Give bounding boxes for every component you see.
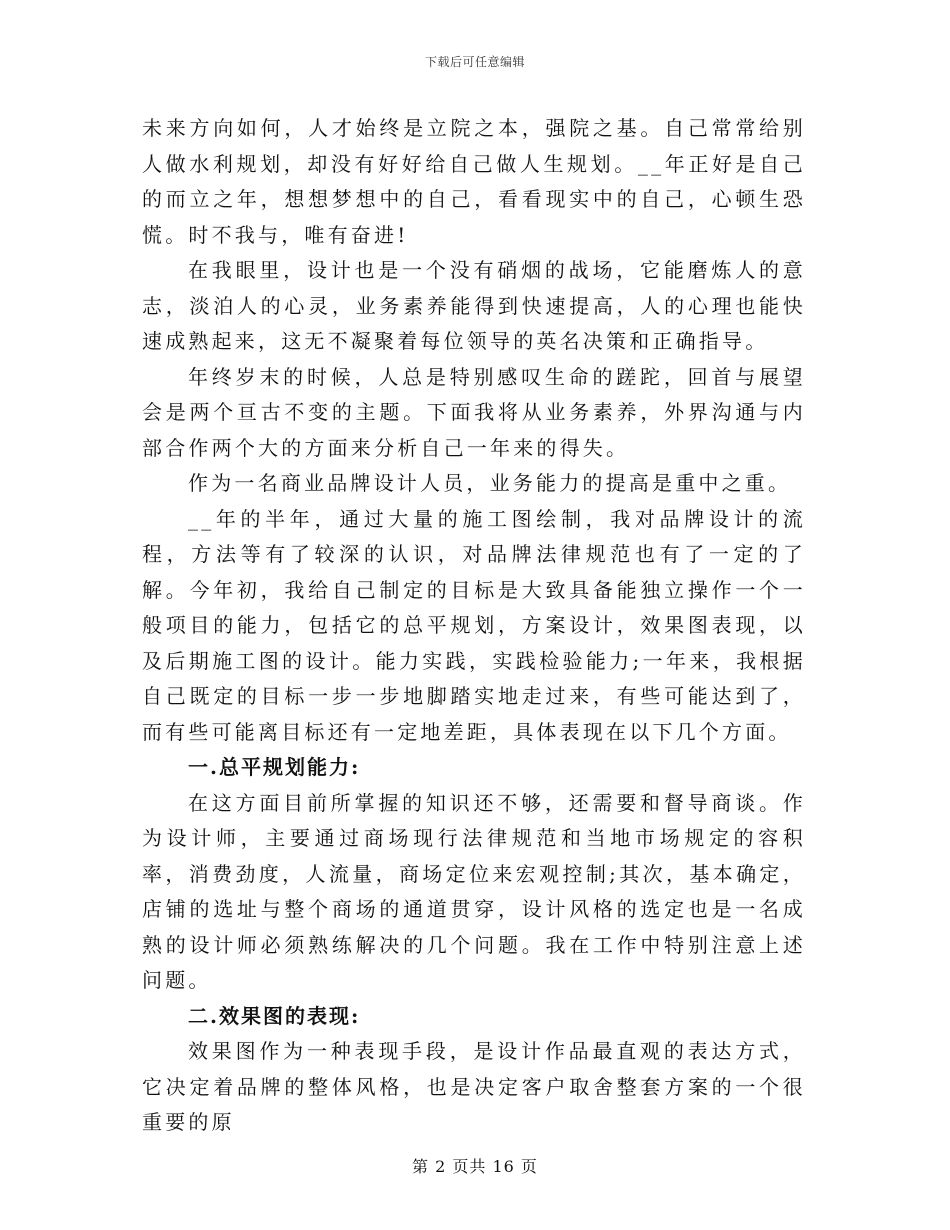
page-number-footer: 第 2 页共 16 页 [412,1157,538,1176]
section-heading-2: 二.效果图的表现: [188,1003,361,1028]
paragraph-continuation: 未来方向如何，人才始终是立院之本，强院之基。自己常常给别人做水利规划，却没有好好给自己做人生规划。__年正好是自己的而立之年，想想梦想中的自己，看看现实中的自己，心顿生恐慌。时不我与，唯有奋进! [142,116,806,247]
paragraph: 效果图作为一种表现手段，是设计作品最直观的表达方式，它决定着品牌的整体风格，也是决定客户取舍整套方案的一个很重要的原 [142,1039,806,1134]
page-header: 下载后可任意编辑 [424,55,525,69]
paragraph: 作为一名商业品牌设计人员，业务能力的提高是重中之重。 [188,471,792,495]
paragraph: 在我眼里，设计也是一个没有硝烟的战场，它能磨炼人的意志，淡泊人的心灵，业务素养能得到快速提高，人的心理也能快速成熟起来，这无不凝聚着每位领导的英名决策和正确指导。 [142,258,806,353]
paragraph: 年终岁末的时候，人总是特别感叹生命的蹉跎，回首与展望会是两个亘古不变的主题。下面我将从业务素养，外界沟通与内部合作两个大的方面来分析自己一年来的得失。 [142,364,806,460]
paragraph: __年的半年，通过大量的施工图绘制，我对品牌设计的流程，方法等有了较深的认识，对品牌法律规范也有了一定的了解。今年初，我给自己制定的目标是大致具备能独立操作一个一般项目的能力，包括它的总平规划，方案设计，效果图表现，以及后期施工图的设计。能力实践，实践检验能力;一年来，我根据自己既定的目标一步一步地脚踏实地走过来，有些可能达到了，而有些可能离目标还有一定地差距，具体表现在以下几个方面。 [142,506,806,744]
section-heading-1: 一.总平规划能力: [188,755,361,779]
paragraph: 在这方面目前所掌握的知识还不够，还需要和督导商谈。作为设计师，主要通过商场现行法律规范和当地市场规定的容积率，消费劲度，人流量，商场定位来宏观控制;其次，基本确定，店铺的选址与整个商场的通道贯穿，设计风格的选定也是一名成熟的设计师必须熟练解决的几个问题。我在工作中特别注意上述问题。 [142,790,806,992]
document-body [142,111,806,1141]
